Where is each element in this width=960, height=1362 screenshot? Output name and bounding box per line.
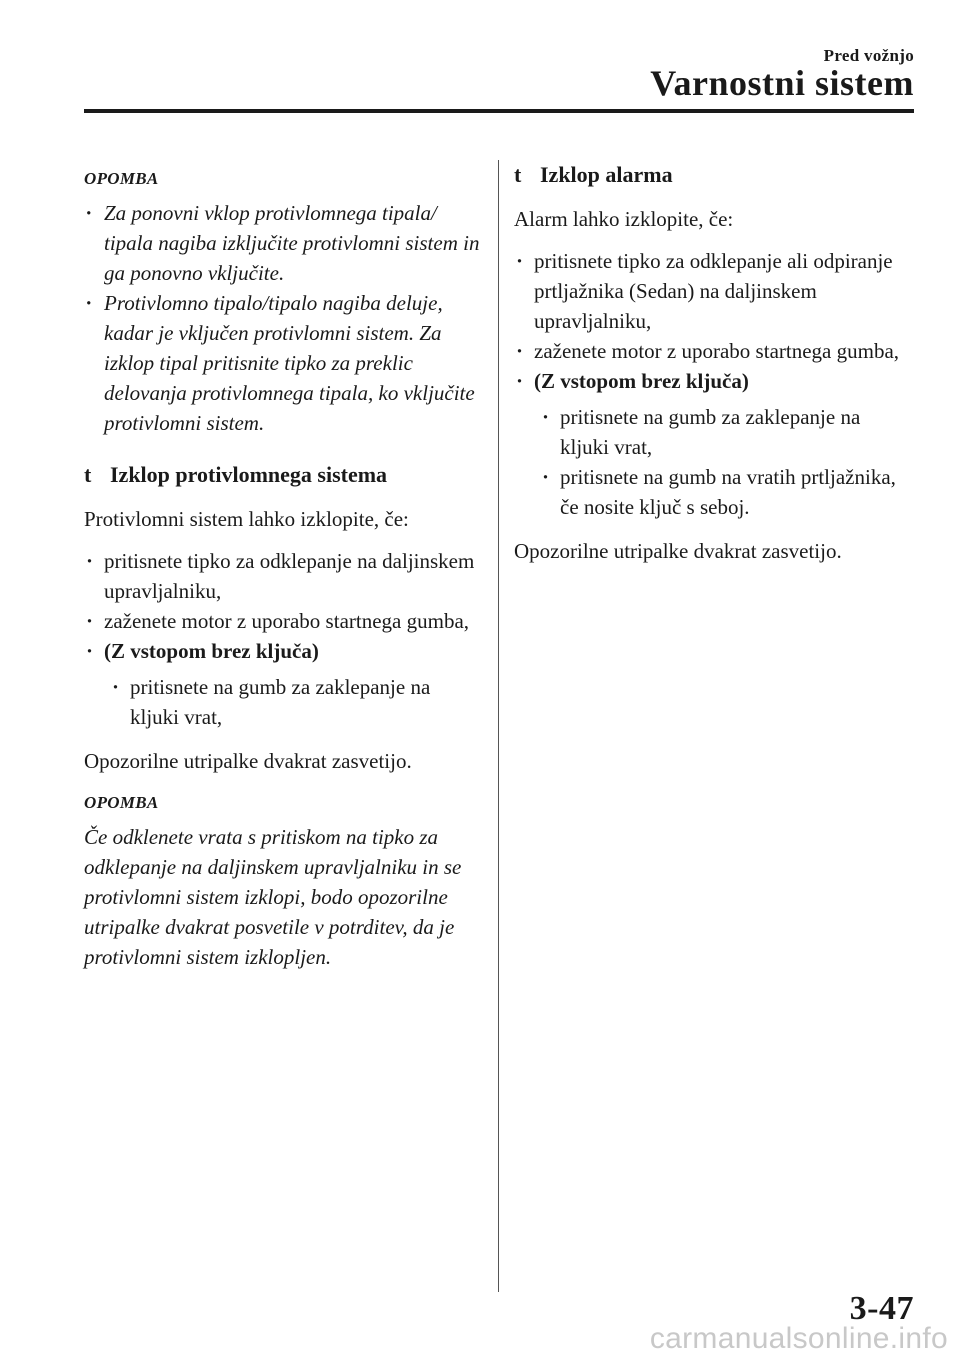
section-outro: Opozorilne utripalke dvakrat zasvetijo. bbox=[514, 539, 842, 563]
page-title: Varnostni sistem bbox=[650, 63, 914, 103]
condition-list bbox=[84, 546, 484, 732]
sub-list-item: · pritisnete na gumb na vratih prtljažnika, če nosite ključ s seboj. bbox=[514, 462, 914, 522]
section-outro: Opozorilne utripalke dvakrat zasvetijo. bbox=[84, 749, 412, 773]
section-title: Izklop protivlomnega sistema bbox=[110, 462, 388, 487]
section-heading bbox=[514, 160, 914, 190]
note-text: Če odklenete vrata s pritiskom na tipko za odklepanje na daljinskem upravljalniku in se protivlomni sistem izklopi, bodo opozorilne utripalke dvakrat posvetile v potrditev, da je protivlomni sistem izklopljen. bbox=[84, 825, 462, 969]
list-item: · pritisnete tipko za odklepanje na daljinskem upravljalniku, bbox=[84, 546, 484, 606]
sub-list-item: · pritisnete na gumb za zaklepanje na kljuki vrat, bbox=[514, 402, 914, 462]
header-rule bbox=[84, 109, 914, 113]
column-divider bbox=[498, 160, 499, 1292]
note-list bbox=[84, 198, 484, 438]
header-section-label: Pred vožnjo bbox=[823, 46, 914, 65]
note-label: OPOMBA bbox=[84, 169, 159, 188]
page-number: 3-47 bbox=[849, 1290, 914, 1327]
list-item: · zaženete motor z uporabo startnega gumba, bbox=[514, 336, 914, 366]
list-item: · zaženete motor z uporabo startnega gumba, bbox=[84, 606, 484, 636]
list-item-keyless: · (Z vstopom brez ključa) bbox=[514, 366, 914, 396]
condition-list bbox=[514, 246, 914, 522]
section-intro: Alarm lahko izklopite, če: bbox=[514, 207, 734, 231]
section-heading bbox=[84, 460, 484, 490]
right-column bbox=[514, 158, 914, 578]
list-item: · pritisnete tipko za odklepanje ali odpiranje prtljažnika (Sedan) na daljinskem upravljalniku, bbox=[514, 246, 914, 336]
note-item: · Za ponovni vklop protivlomnega tipala/ tipala nagiba izključite protivlomni sistem in ga ponovno vključite. bbox=[84, 198, 484, 288]
section-intro: Protivlomni sistem lahko izklopite, če: bbox=[84, 507, 409, 531]
watermark: carmanualsonline.info bbox=[649, 1322, 948, 1355]
section-title: Izklop alarma bbox=[540, 162, 673, 187]
section-marker: t bbox=[84, 462, 92, 487]
section-marker: t bbox=[514, 162, 522, 187]
left-column bbox=[84, 158, 484, 972]
note-label: OPOMBA bbox=[84, 793, 159, 812]
note-item: · Protivlomno tipalo/tipalo nagiba deluje, kadar je vključen protivlomni sistem. Za izklop tipal pritisnite tipko za preklic delovanja protivlomnega tipala, ko vključite protivlomni sistem. bbox=[84, 288, 484, 438]
list-item-keyless: · (Z vstopom brez ključa) bbox=[84, 636, 484, 666]
sub-list-item: · pritisnete na gumb za zaklepanje na kljuki vrat, bbox=[84, 672, 484, 732]
